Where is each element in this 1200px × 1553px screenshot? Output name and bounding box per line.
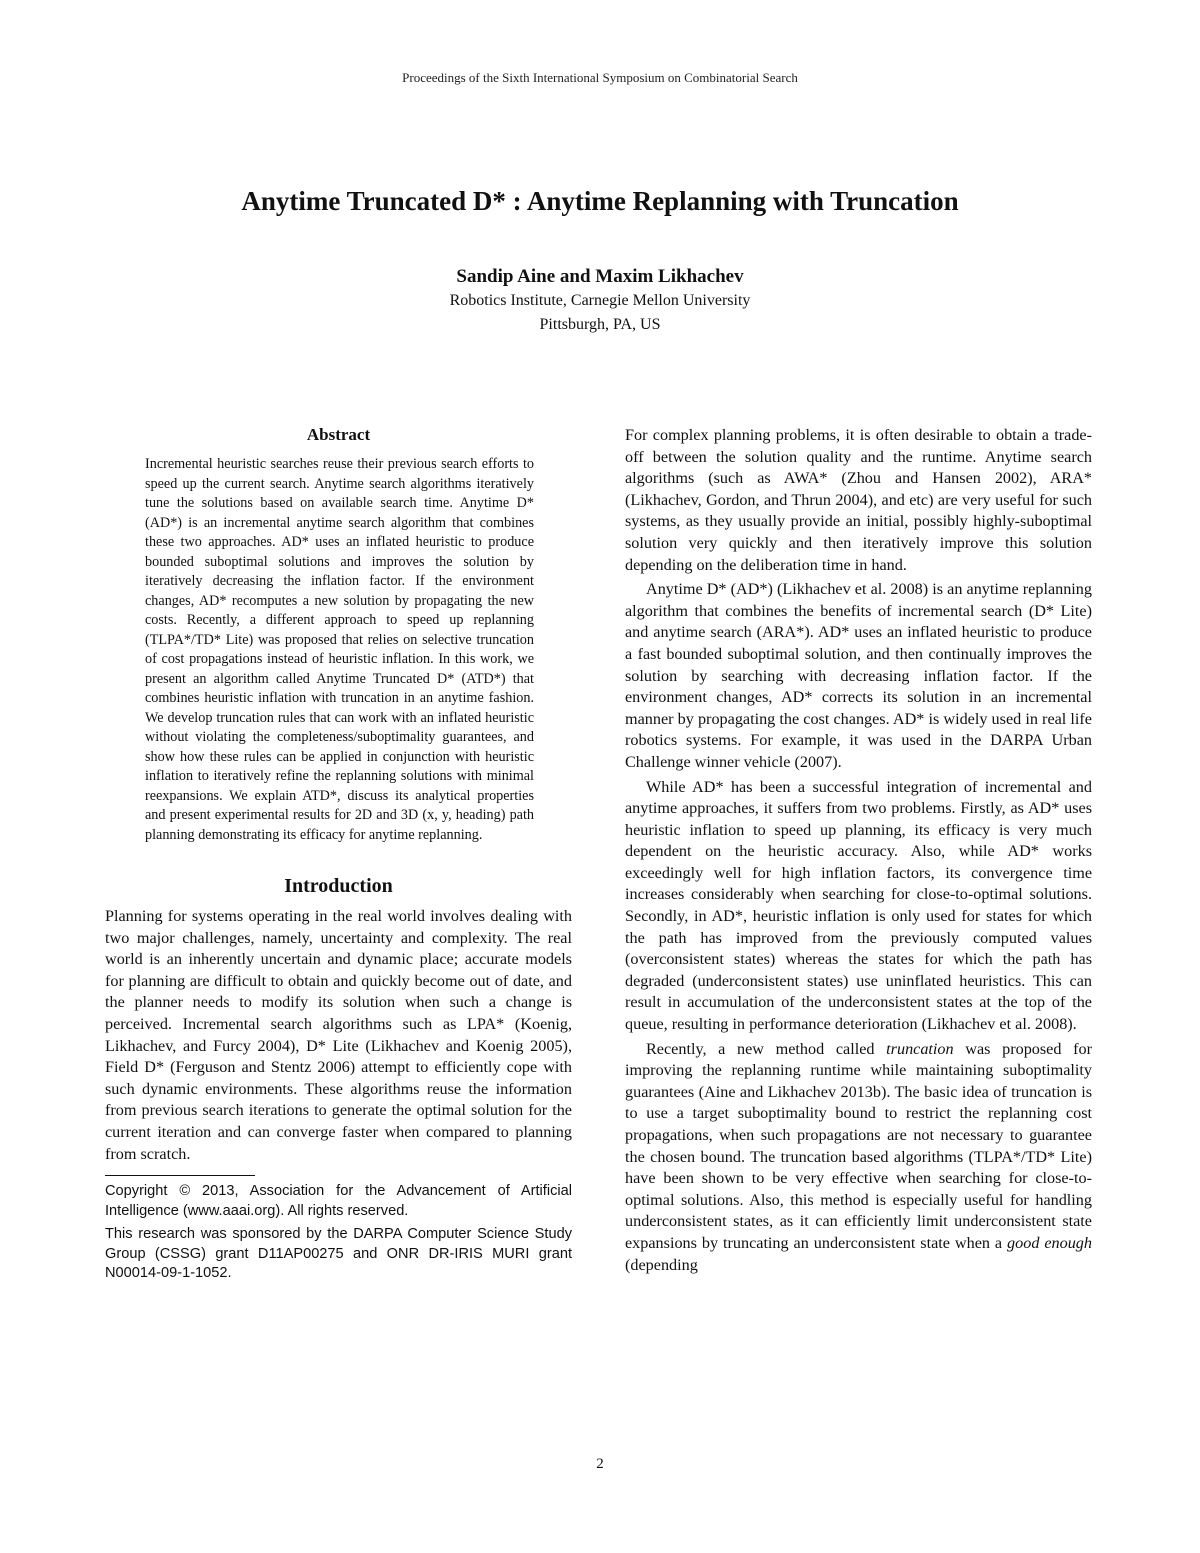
introduction-heading: Introduction: [284, 875, 393, 897]
author-location: Pittsburgh, PA, US: [539, 316, 661, 333]
abstract-heading: Abstract: [306, 425, 371, 444]
funding-footnote: This research was sponsored by the DARPA Computer Science Study Group (CSSG) grant D11AP00275 and ONR DR-IRIS MURI grant N00014-09-1-1052.: [105, 1226, 572, 1282]
left-column: [105, 425, 572, 1288]
right-paragraph-4: [625, 1039, 1092, 1277]
paper-authors: Sandip Aine and Maxim Likhachev: [456, 266, 744, 287]
p4-text-b: was proposed for improving the replanning runtime while maintaining suboptimality guarantees (Aine and Likhachev 2013b). The basic idea of truncation is to use a target suboptimality bound to restrict the replanning cost propagations, when such propagations are not necessary to guarantee the chosen bound. The truncation based algorithms (TLPA*/TD* Lite) have been shown to be very effective when searching for close-to-optimal solutions. Also, this method is especially useful for handling underconsistent states, as it can efficiently limit underconsistent state expansions by truncating an underconsistent state when a: [625, 1039, 1092, 1252]
p4-emphasis-good-enough: good enough: [1007, 1233, 1092, 1252]
abstract-text: Incremental heuristic searches reuse their previous search efforts to speed up the current search. Anytime search algorithms iteratively tune the solutions based on available search time. Anytime D* (AD*) is an incremental anytime search algorithm that combines these two approaches. AD* uses an inflated heuristic to produce bounded suboptimal solutions and improves the solution by iteratively decreasing the inflation factor. If the environment changes, AD* recomputes a new solution by propagating the new costs. Recently, a different approach to speed up replanning (TLPA*/TD* Lite) was proposed that relies on selective truncation of cost propagations instead of heuristic inflation. In this work, we present an algorithm called Anytime Truncated D* (ATD*) that combines heuristic inflation with truncation in an anytime fashion. We develop truncation rules that can work with an inflated heuristic without violating the completeness/suboptimality guarantees, and show how these rules can be applied in conjunction with heuristic inflation to iteratively refine the replanning solutions with minimal reexpansions. We explain ATD*, discuss its analytical properties and present experimental results for 2D and 3D (x, y, heading) path planning demonstrating its efficacy for anytime replanning.: [145, 456, 534, 843]
p4-emphasis-truncation: truncation: [886, 1039, 954, 1058]
copyright-footnote: Copyright © 2013, Association for the Advancement of Artificial Intelligence (www.aaai.org). All rights reserved.: [105, 1183, 572, 1219]
paper-title: Anytime Truncated D* : Anytime Replanning with Truncation: [241, 186, 959, 216]
page-number: 2: [596, 1456, 604, 1472]
author-affiliation: Robotics Institute, Carnegie Mellon University: [449, 292, 751, 309]
right-column: [625, 425, 1092, 1276]
p4-text-a: Recently, a new method called: [646, 1039, 887, 1058]
right-paragraph-3: While AD* has been a successful integration of incremental and anytime approaches, it suffers from two problems. Firstly, as AD* uses heuristic inflation to speed up planning, its efficacy is very much dependent on the heuristic accuracy. Also, while AD* works exceedingly well for high inflation factors, its convergence time increases considerably when searching for close-to-optimal solutions. Secondly, in AD*, heuristic inflation is only used for states for which the path has improved from the previously computed values (overconsistent states) whereas the states for which the path has degraded (underconsistent states) use uninflated heuristics. This can result in accumulation of the underconsistent states at the top of the queue, resulting in performance deterioration (Likhachev et al. 2008).: [625, 777, 1092, 1034]
venue-header: Proceedings of the Sixth International Symposium on Combinatorial Search: [402, 70, 798, 85]
introduction-paragraph-1: Planning for systems operating in the real world involves dealing with two major challenges, namely, uncertainty and complexity. The real world is an inherently uncertain and dynamic place; accurate models for planning are difficult to obtain and quickly become out of date, and the planner needs to modify its solution when such a change is perceived. Incremental search algorithms such as LPA* (Koenig, Likhachev, and Furcy 2004), D* Lite (Likhachev and Koenig 2005), Field D* (Ferguson and Stentz 2006) attempt to efficiently cope with such dynamic environments. These algorithms reuse the information from previous search iterations to generate the optimal solution for the current iteration and can converge faster when compared to planning from scratch.: [105, 907, 572, 1163]
right-paragraph-2: Anytime D* (AD*) (Likhachev et al. 2008) is an anytime replanning algorithm that combines the benefits of incremental search (D* Lite) and anytime search (ARA*). AD* uses an inflated heuristic to produce a fast bounded suboptimal solution, and then continually improves the solution by searching with decreasing inflation factor. If the environment changes, AD* corrects its solution in an incremental manner by propagating the cost changes. AD* is widely used in real life robotics systems. For example, it was used in the DARPA Urban Challenge winner vehicle (2007).: [625, 580, 1092, 771]
right-paragraph-1: For complex planning problems, it is often desirable to obtain a trade-off between the solution quality and the runtime. Anytime search algorithms (such as AWA* (Zhou and Hansen 2002), ARA* (Likhachev, Gordon, and Thrun 2004), and etc) are very useful for such systems, as they usually provide an initial, possibly highly-suboptimal solution very quickly and then iteratively improve this solution depending on the deliberation time in hand.: [625, 426, 1092, 574]
p4-text-c: (depending: [625, 1255, 698, 1274]
footnotes: [105, 1175, 572, 1284]
